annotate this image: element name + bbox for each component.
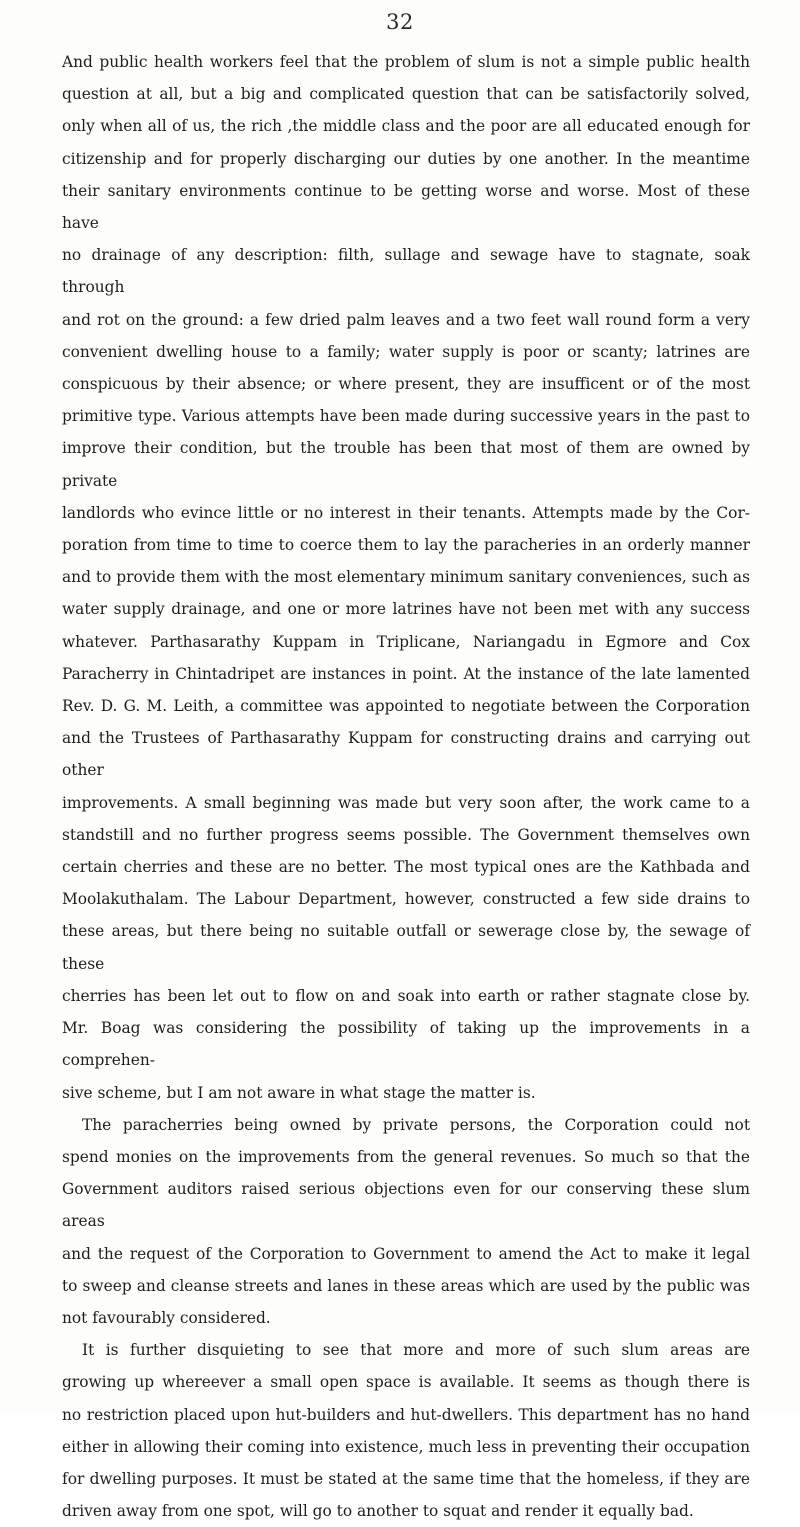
text-line: not favourably considered. xyxy=(62,1308,271,1327)
paragraph-1 xyxy=(62,46,750,1109)
text-line: landlords who evince little or no interest in their tenants. Attempts made by the Cor- xyxy=(62,503,750,522)
text-line: Government auditors raised serious objections even for our conserving these slum areas xyxy=(62,1180,750,1231)
text-line: and to provide them with the most elementary minimum sanitary conveniences, such as xyxy=(62,568,750,587)
text-line: The paracherries being owned by private persons, the Corporation could not xyxy=(82,1115,750,1134)
text-line: primitive type. Various attempts have been made during successive years in the past to xyxy=(62,407,750,426)
text-line: for dwelling purposes. It must be stated at the same time that the homeless, if they are xyxy=(62,1469,750,1488)
text-line: either in allowing their coming into existence, much less in preventing their occupation xyxy=(62,1437,750,1456)
text-line: conspicuous by their absence; or where present, they are insufficent or of the most xyxy=(62,375,750,394)
text-line: and the request of the Corporation to Government to amend the Act to make it legal xyxy=(62,1244,750,1263)
text-line: question at all, but a big and complicated question that can be satisfactorily solved, xyxy=(62,85,750,104)
text-line: Mr. Boag was considering the possibility of taking up the improvements in a comprehen- xyxy=(62,1019,750,1070)
body-text xyxy=(62,46,750,1527)
text-line: spend monies on the improvements from the general revenues. So much so that the xyxy=(62,1147,750,1166)
text-line: Paracherry in Chintadripet are instances in point. At the instance of the late lamented xyxy=(62,664,750,683)
text-line: growing up whereever a small open space is available. It seems as though there is xyxy=(62,1373,750,1392)
text-line: cherries has been let out to flow on and soak into earth or rather stagnate close by. xyxy=(62,986,750,1005)
text-line: driven away from one spot, will go to another to squat and render it equally bad. xyxy=(62,1502,694,1521)
text-line: improve their condition, but the trouble has been that most of them are owned by private xyxy=(62,439,750,490)
text-line: convenient dwelling house to a family; water supply is poor or scanty; latrines are xyxy=(62,342,750,361)
text-line: only when all of us, the rich ,the middle class and the poor are all educated enough for xyxy=(62,117,750,136)
text-line: these areas, but there being no suitable outfall or sewerage close by, the sewage of these xyxy=(62,922,750,973)
text-line: citizenship and for properly discharging our duties by one another. In the meantime xyxy=(62,149,750,168)
text-line: poration from time to time to coerce them to lay the paracheries in an orderly manner xyxy=(62,536,750,555)
text-line: their sanitary environments continue to be getting worse and worse. Most of these have xyxy=(62,181,750,233)
text-line: improvements. A small beginning was made but very soon after, the work came to a xyxy=(62,793,750,812)
paragraph-3 xyxy=(62,1334,750,1527)
text-line: certain cherries and these are no better. The most typical ones are the Kathbada and xyxy=(62,858,750,877)
text-line: no drainage of any description: filth, sullage and sewage have to stagnate, soak through xyxy=(62,246,750,297)
paragraph-2 xyxy=(62,1109,750,1334)
text-line: and the Trustees of Parthasarathy Kuppam for constructing drains and carrying out other xyxy=(62,729,750,780)
page-number: 32 xyxy=(386,10,414,34)
text-line: no restriction placed upon hut-builders and hut-dwellers. This department has no hand xyxy=(62,1405,750,1424)
text-line: standstill and no further progress seems possible. The Government themselves own xyxy=(62,825,750,844)
text-line: water supply drainage, and one or more latrines have not been met with any success xyxy=(62,600,750,619)
text-line: whatever. Parthasarathy Kuppam in Triplicane, Nariangadu in Egmore and Cox xyxy=(62,632,750,651)
text-line: Moolakuthalam. The Labour Department, however, constructed a few side drains to xyxy=(62,890,750,909)
text-line: And public health workers feel that the problem of slum is not a simple public health xyxy=(62,53,750,71)
text-line: Rev. D. G. M. Leith, a committee was appointed to negotiate between the Corporation xyxy=(62,697,750,716)
text-line: to sweep and cleanse streets and lanes in these areas which are used by the public was xyxy=(62,1276,750,1295)
text-line: It is further disquieting to see that more and more of such slum areas are xyxy=(82,1341,750,1360)
text-line: sive scheme, but I am not aware in what stage the matter is. xyxy=(62,1083,536,1102)
text-line: and rot on the ground: a few dried palm leaves and a two feet wall round form a very xyxy=(62,310,750,329)
